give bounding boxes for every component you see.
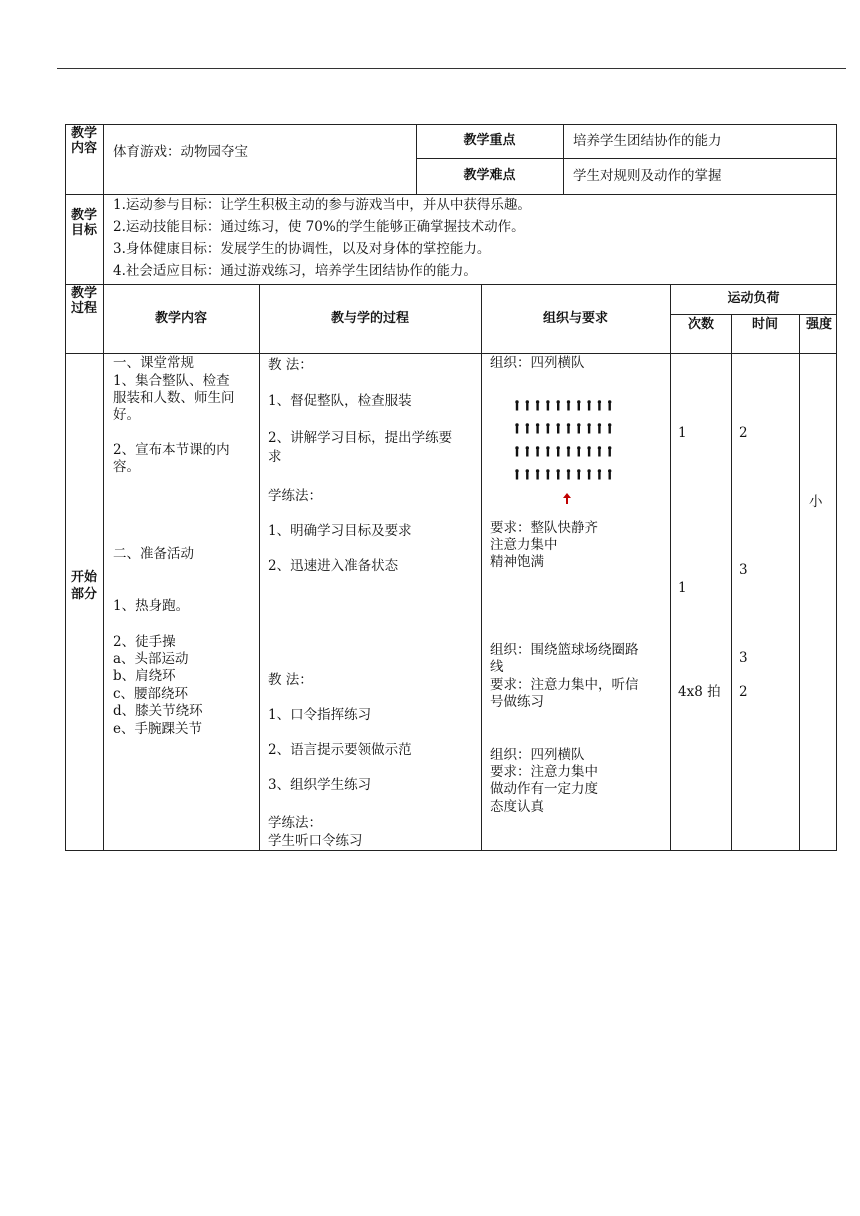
student-figure [608,423,611,433]
student-figure [526,469,529,479]
student-figure [526,423,529,433]
student-figure [515,400,518,410]
student-figure [608,469,611,479]
times-value: 1 [678,580,687,596]
content-line: 一、课堂常规 [113,355,194,371]
student-figure [598,423,601,433]
student-figure [557,423,560,433]
process-line: 1、明确学习目标及要求 [268,523,412,539]
student-figure [536,423,539,433]
goal-item: 2.运动技能目标：通过练习，使 70%的学生能够正确掌握技术动作。 [113,219,525,235]
key-point-label: 教学重点 [463,133,516,148]
student-figure [557,400,560,410]
student-figure [567,469,570,479]
student-figure [567,400,570,410]
student-figure [546,423,549,433]
col-times-header: 次数 [687,317,714,332]
process-line: 1、口令指挥练习 [268,707,372,723]
student-figure [515,423,518,433]
org-line: 要求：注意力集中，听信 [490,677,639,693]
content-line: 1、集合整队、检查 [113,373,230,389]
org-line: 要求：注意力集中 [490,764,598,780]
goal-item: 4.社会适应目标：通过游戏练习，培养学生团结协作的能力。 [113,263,477,279]
student-figure [546,469,549,479]
formation-diagram [65,124,837,851]
process-line: 2、迅速进入准备状态 [268,558,399,574]
student-figure [598,400,601,410]
content-line: c、腰部绕环 [113,686,189,702]
content-line: 1、热身跑。 [113,598,190,614]
student-figure [557,446,560,456]
org-line: 组织：四列横队 [490,355,585,371]
student-figure [598,469,601,479]
content-line: e、手腕踝关节 [113,721,202,737]
student-figure [587,400,590,410]
student-figure [567,446,570,456]
student-figure [608,446,611,456]
teacher-marker [563,493,571,504]
student-figure [577,469,580,479]
difficulty-value: 学生对规则及动作的掌握 [573,168,722,184]
org-line: 组织：四列横队 [490,747,585,763]
col-content-header: 教学内容 [154,311,207,326]
col-duration-header: 时间 [751,317,778,332]
col-intensity-header: 强度 [805,317,832,332]
student-figure [557,469,560,479]
lesson-plan-table [65,124,837,851]
section-label: 开始部分 [70,570,97,602]
goal-item: 3.身体健康目标：发展学生的协调性，以及对身体的掌控能力。 [113,241,491,257]
student-figure [546,400,549,410]
process-line: 学生听口令练习 [268,833,363,849]
org-line: 组织：围绕篮球场绕圈路 [490,642,639,658]
process-label: 教学过程 [70,286,97,316]
process-line: 2、讲解学习目标，提出学练要 [268,430,453,446]
col-process-header: 教与学的过程 [330,311,409,326]
content-line: 服装和人数、师生问 [113,390,235,406]
content-line: d、膝关节绕环 [113,703,203,719]
key-point-value: 培养学生团结协作的能力 [573,133,722,149]
goals-label: 教学目标 [70,208,97,238]
student-figure [515,446,518,456]
content-line: a、头部运动 [113,651,189,667]
process-line: 教 法： [268,357,313,373]
student-figure [536,446,539,456]
student-figure [567,423,570,433]
difficulty-label: 教学难点 [463,168,516,183]
content-value: 体育游戏：动物园夺宝 [113,144,248,160]
duration-value: 3 [739,650,748,666]
content-label: 教学内容 [70,126,97,156]
student-figure [587,446,590,456]
content-line: 好。 [113,407,140,423]
student-figure [608,400,611,410]
content-line: 2、徒手操 [113,634,176,650]
process-line: 教 法： [268,672,313,688]
process-line: 学练法： [268,815,322,831]
student-figure [587,423,590,433]
student-figure [526,400,529,410]
student-figure [577,400,580,410]
org-line: 注意力集中 [490,537,558,553]
student-figure [536,400,539,410]
student-figure [515,469,518,479]
student-figure [587,469,590,479]
header-rule [57,68,846,69]
process-line: 3、组织学生练习 [268,777,372,793]
student-figure [577,446,580,456]
goal-item: 1.运动参与目标：让学生积极主动的参与游戏当中，并从中获得乐趣。 [113,197,531,213]
intensity-value: 小 [809,494,823,510]
process-line: 1、督促整队，检查服装 [268,393,412,409]
process-line: 求 [268,449,282,465]
org-line: 号做练习 [490,694,544,710]
duration-value: 2 [739,684,748,700]
process-line: 2、语言提示要领做示范 [268,742,412,758]
org-line: 要求：整队快静齐 [490,520,598,536]
col-organization-header: 组织与要求 [542,311,608,326]
student-figure [536,469,539,479]
org-line: 做动作有一定力度 [490,781,598,797]
content-line: 2、宣布本节课的内 [113,442,230,458]
process-line: 学练法： [268,488,322,504]
org-line: 态度认真 [490,799,544,815]
content-line: 容。 [113,459,140,475]
duration-value: 2 [739,425,748,441]
student-figure [526,446,529,456]
student-figure [577,423,580,433]
duration-value: 3 [739,562,748,578]
times-value: 4x8 拍 [678,684,721,700]
org-line: 精神饱满 [490,554,544,570]
content-line: b、肩绕环 [113,668,176,684]
student-figure [598,446,601,456]
org-line: 线 [490,659,504,675]
student-figure [546,446,549,456]
times-value: 1 [678,425,687,441]
content-line: 二、准备活动 [113,546,194,562]
col-load-header: 运动负荷 [727,291,780,306]
